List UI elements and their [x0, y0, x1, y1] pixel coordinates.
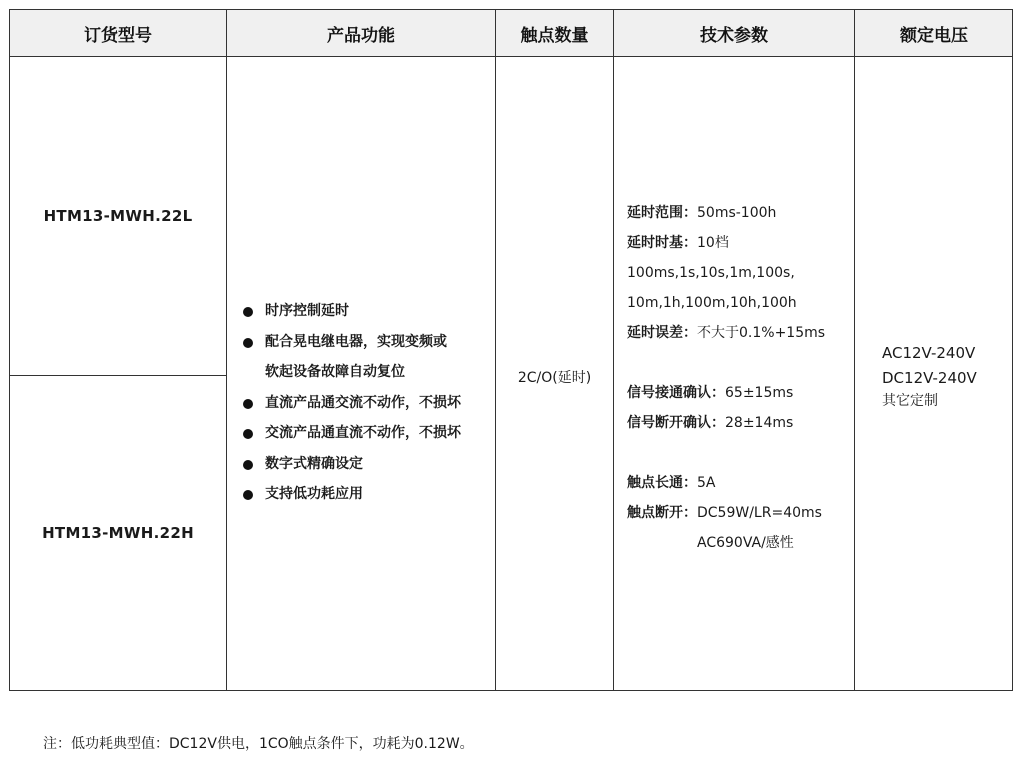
param-signal-on: 信号接通确认：65±15ms: [627, 385, 794, 401]
spec-table: [9, 9, 1013, 691]
bullet-icon: [243, 399, 253, 409]
list-item-continuation: 软起设备故障自动复位: [265, 364, 405, 380]
voltage-dc: DC12V-240V: [882, 369, 977, 387]
header-function: 产品功能: [327, 25, 395, 46]
list-item: 数字式精确设定: [243, 449, 461, 480]
column-divider: [854, 10, 855, 690]
param-signal-off: 信号断开确认：28±14ms: [627, 415, 794, 431]
param-time-base-values: 10m,1h,100m,10h,100h: [627, 295, 797, 311]
model-22h: HTM13-MWH.22H: [42, 524, 194, 542]
param-time-base: 延时时基：10档: [627, 235, 729, 251]
column-divider: [226, 10, 227, 690]
voltage-custom: 其它定制: [882, 393, 938, 409]
rated-voltage: [882, 341, 977, 411]
param-time-base-values: 100ms,1s,10s,1m,100s,: [627, 265, 795, 281]
param-delay-range: 延时范围：50ms-100h: [627, 205, 777, 221]
param-contact-break-ac: AC690VA/感性: [697, 535, 794, 551]
column-divider: [495, 10, 496, 690]
list-item: 交流产品通直流不动作，不损坏: [243, 418, 461, 449]
model-22l: HTM13-MWH.22L: [43, 207, 193, 225]
list-item: 配合晃电继电器，实现变频或: [243, 327, 461, 358]
bullet-icon: [243, 460, 253, 470]
bullet-icon: [243, 338, 253, 348]
feature-list: [243, 296, 461, 510]
contact-count: 2C/O(延时): [517, 370, 592, 386]
column-divider: [613, 10, 614, 690]
list-item: 直流产品通交流不动作，不损坏: [243, 388, 461, 419]
param-contact-continuous: 触点长通：5A: [627, 475, 716, 491]
table-header-row: [10, 10, 1012, 57]
bullet-icon: [243, 490, 253, 500]
voltage-ac: AC12V-240V: [882, 344, 976, 362]
list-item: 时序控制延时: [243, 296, 461, 327]
header-params: 技术参数: [700, 25, 768, 46]
bullet-icon: [243, 307, 253, 317]
header-voltage: 额定电压: [900, 25, 968, 46]
header-model: 订货型号: [84, 25, 152, 46]
param-contact-break: 触点断开：DC59W/LR=40ms: [627, 505, 822, 521]
header-contacts: 触点数量: [520, 25, 589, 46]
param-delay-error: 延时误差：不大于0.1%+15ms: [627, 325, 826, 341]
model-row-divider: [10, 375, 226, 376]
technical-params: [627, 198, 825, 558]
footnote: 注：低功耗典型值：DC12V供电，1CO触点条件下，功耗为0.12W。: [43, 736, 474, 752]
list-item: 支持低功耗应用: [243, 479, 461, 510]
bullet-icon: [243, 429, 253, 439]
